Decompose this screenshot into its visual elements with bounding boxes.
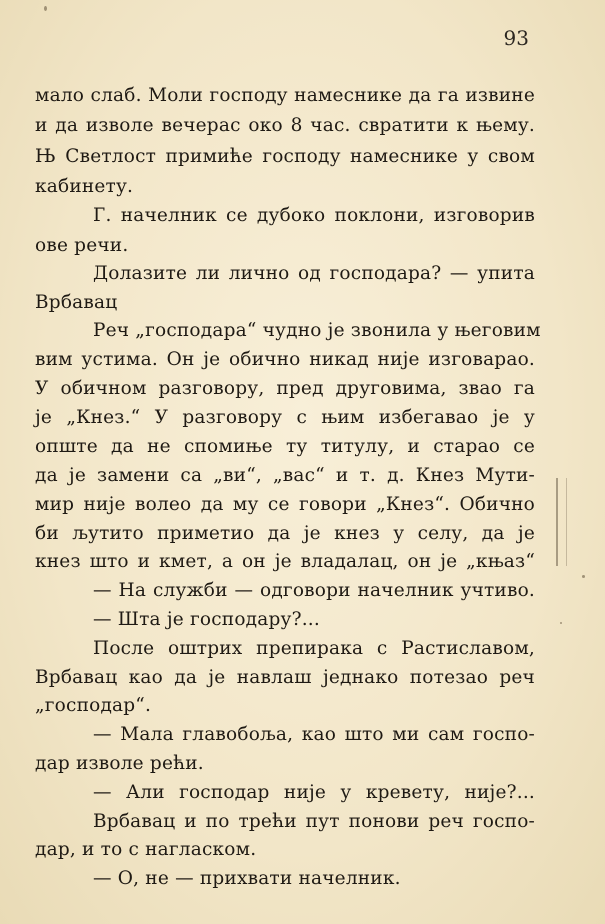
text-line: кнез што и кмет, а он је владалац, он је „књаз“ (35, 551, 535, 572)
text-line: мало слаб. Моли господу намеснике да га извине (35, 85, 535, 106)
margin-pencil-mark (556, 478, 567, 566)
text-line: „господар“. (35, 695, 152, 716)
text-line: Г. начелник се дубоко поклони, изговорив (93, 205, 535, 226)
text-line: опште да не спомиње ту титулу, и старао се (35, 436, 535, 457)
text-line: Врбавац као да је навлаш једнако потезао реч (35, 667, 535, 688)
text-line: дар изволе рећи. (35, 753, 204, 774)
page-number: 93 (503, 26, 529, 50)
text-line: дар, и то с нагласком. (35, 839, 257, 860)
paper-speck (560, 622, 562, 624)
text-line: — Али господар није у кревету, није?... (93, 782, 535, 803)
text-line: Њ Светлост примиће господу намеснике у свом (35, 146, 535, 167)
text-line: ове речи. (35, 235, 129, 256)
text-line: Врбавац и по трећи пут понови реч госпо- (93, 811, 535, 832)
text-line: да је замени са „ви“, „вас“ и т. д. Кнез Мути- (35, 465, 535, 486)
text-line: је „Кнез.“ У разговору с њим избегавао је у (35, 407, 535, 428)
text-line: Долазите ли лично од господара? — упита (93, 263, 535, 284)
text-line: — О, не — прихвати начелник. (93, 868, 401, 889)
text-line: — На служби — одговори начелник учтиво. (93, 580, 535, 601)
text-line: У обичном разговору, пред друговима, звао га (35, 378, 535, 399)
text-line: — Шта је господару?... (93, 609, 320, 630)
text-line: После оштрих препирака с Растиславом, (93, 638, 535, 659)
text-line: Врбавац (35, 292, 118, 313)
text-line: и да изволе вечерас око 8 час. свратити к њему. (35, 115, 535, 136)
text-line: — Мала главобоља, као што ми сам госпо- (93, 724, 535, 745)
paper-speck (44, 6, 47, 11)
text-line: Реч „господара“ чудно је звонила у његовим (93, 320, 541, 341)
paper-speck (582, 575, 585, 578)
text-line: кабинету. (35, 176, 134, 197)
text-line: мир није волео да му се говори „Кнез“. Обично (35, 494, 535, 515)
text-line: би љутито приметио да је кнез у селу, да је (35, 523, 535, 544)
text-line: вим устима. Он је обично никад није изговарао. (35, 349, 535, 370)
